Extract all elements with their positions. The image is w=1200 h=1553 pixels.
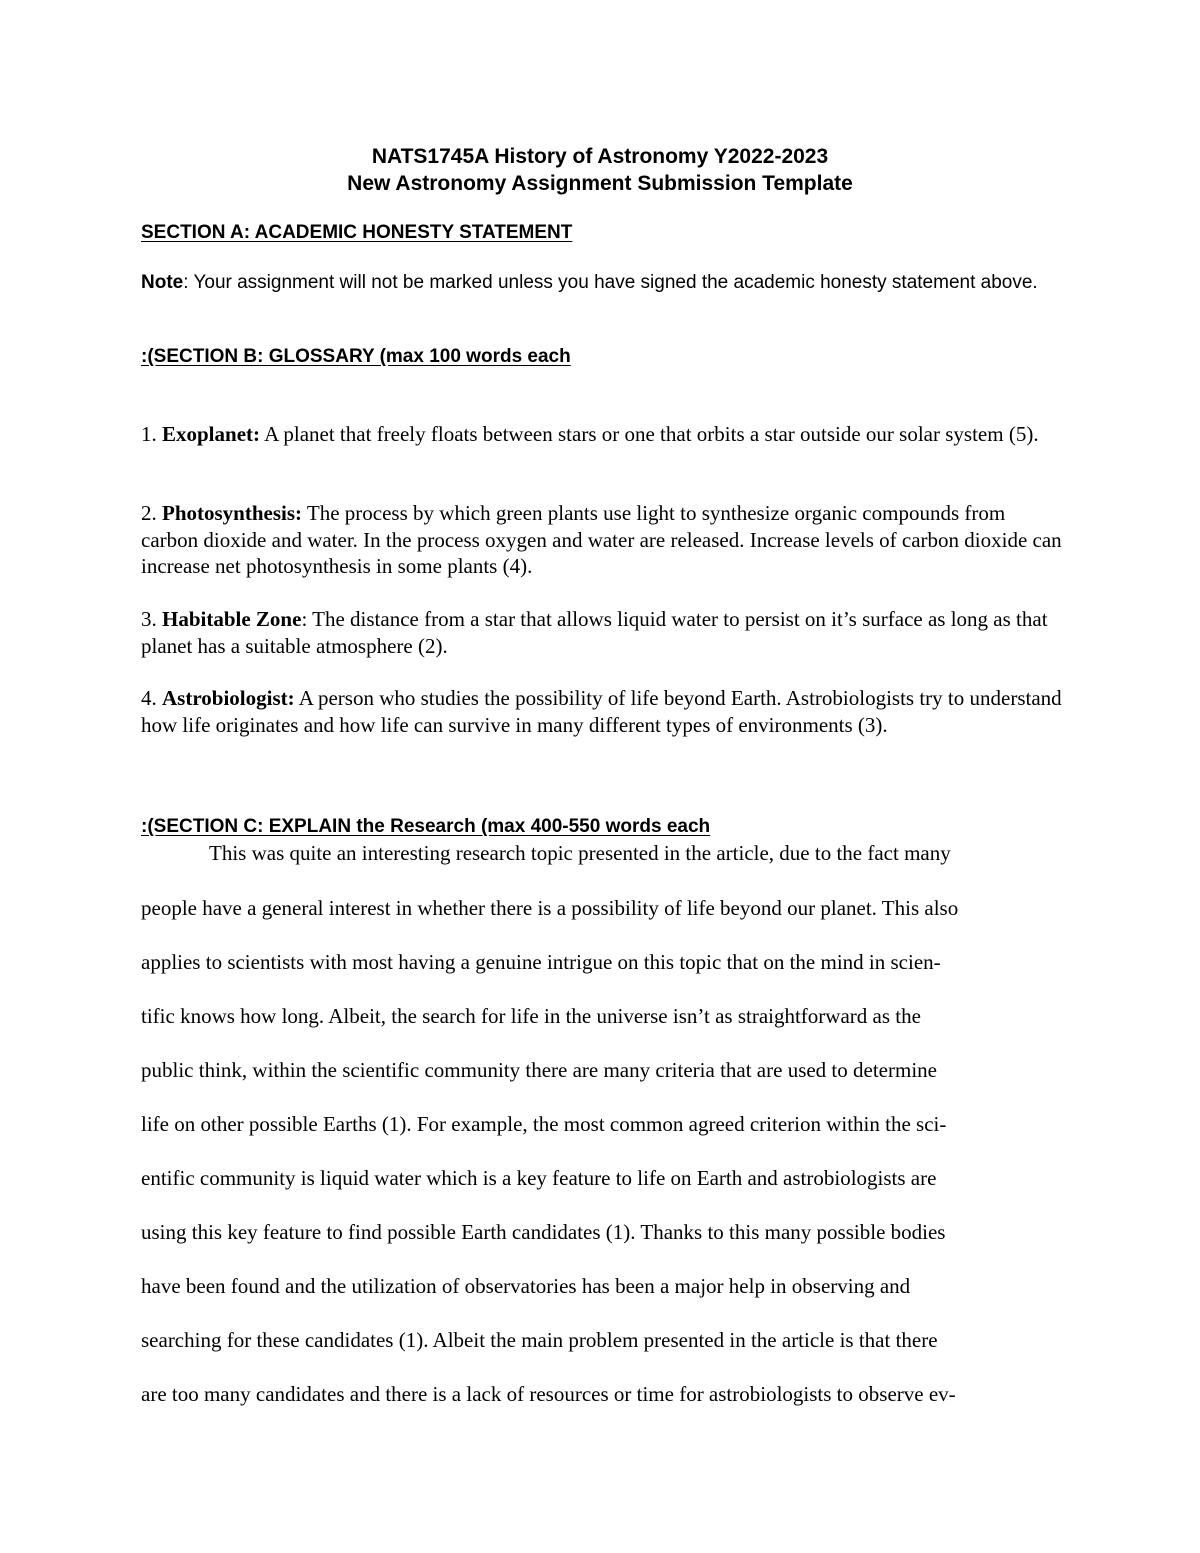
- glossary-term: Astrobiologist:: [162, 686, 295, 710]
- glossary-definition: A planet that freely floats between stars or one that orbits a star outside our solar system (5).: [260, 422, 1039, 446]
- essay-line: entific community is liquid water which is a key feature to life on Earth and astrobiologists are: [141, 1166, 937, 1190]
- essay-line: life on other possible Earths (1). For example, the most common agreed criterion within the sci-: [141, 1112, 947, 1136]
- glossary-item: [141, 685, 1066, 738]
- essay-line: people have a general interest in whether there is a possibility of life beyond our planet. This also: [141, 896, 959, 920]
- essay-line: applies to scientists with most having a genuine intrigue on this topic that on the mind in scien-: [141, 950, 941, 974]
- essay-line: using this key feature to find possible Earth candidates (1). Thanks to this many possible bodies: [141, 1220, 946, 1244]
- glossary-definition: : The distance from a star that allows liquid water to persist on it’s surface as long as that planet has a suitable atmosphere (2).: [141, 607, 1048, 658]
- note-label: Note: [141, 272, 184, 293]
- glossary-number: 3.: [141, 607, 162, 631]
- essay-line: are too many candidates and there is a lack of resources or time for astrobiologists to observe ev-: [141, 1382, 956, 1406]
- glossary-definition: A person who studies the possibility of life beyond Earth. Astrobiologists try to understand how life originates and how life can survive in many different types of environments (3).: [141, 686, 1062, 737]
- glossary-number: 2.: [141, 501, 162, 525]
- essay-line: This was quite an interesting research topic presented in the article, due to the fact many: [209, 841, 951, 865]
- section-a-heading: SECTION A: ACADEMIC HONESTY STATEMENT: [141, 222, 573, 243]
- section-b-heading: :(SECTION B: GLOSSARY (max 100 words each: [141, 346, 571, 367]
- glossary-item: [141, 606, 1066, 659]
- essay-line: tific knows how long. Albeit, the search for life in the universe isn’t as straightforward as the: [141, 1004, 921, 1028]
- honesty-note: [141, 270, 1061, 296]
- section-c-heading: :(SECTION C: EXPLAIN the Research (max 400-550 words each: [141, 816, 711, 837]
- glossary-item: [141, 500, 1066, 580]
- glossary-item: [141, 421, 1066, 448]
- glossary-number: 1.: [141, 422, 162, 446]
- essay-line: public think, within the scientific community there are many criteria that are used to determine: [141, 1058, 937, 1082]
- glossary-term: Exoplanet:: [162, 422, 261, 446]
- document-title: NATS1745A History of Astronomy Y2022-2023: [371, 145, 829, 168]
- essay-line: searching for these candidates (1). Albeit the main problem presented in the article is that there: [141, 1328, 938, 1352]
- note-text: : Your assignment will not be marked unless you have signed the academic honesty statement above.: [183, 272, 1038, 293]
- essay-line: have been found and the utilization of observatories has been a major help in observing and: [141, 1274, 911, 1298]
- glossary-term: Photosynthesis:: [162, 501, 303, 525]
- glossary-number: 4.: [141, 686, 162, 710]
- document-subtitle: New Astronomy Assignment Submission Template: [347, 172, 853, 195]
- glossary-term: Habitable Zone: [162, 607, 302, 631]
- glossary-definition: The process by which green plants use light to synthesize organic compounds from carbon dioxide and water. In the process oxygen and water are released. Increase levels of carbon dioxide can increase net photosynthesis in some plants (4).: [141, 501, 1062, 578]
